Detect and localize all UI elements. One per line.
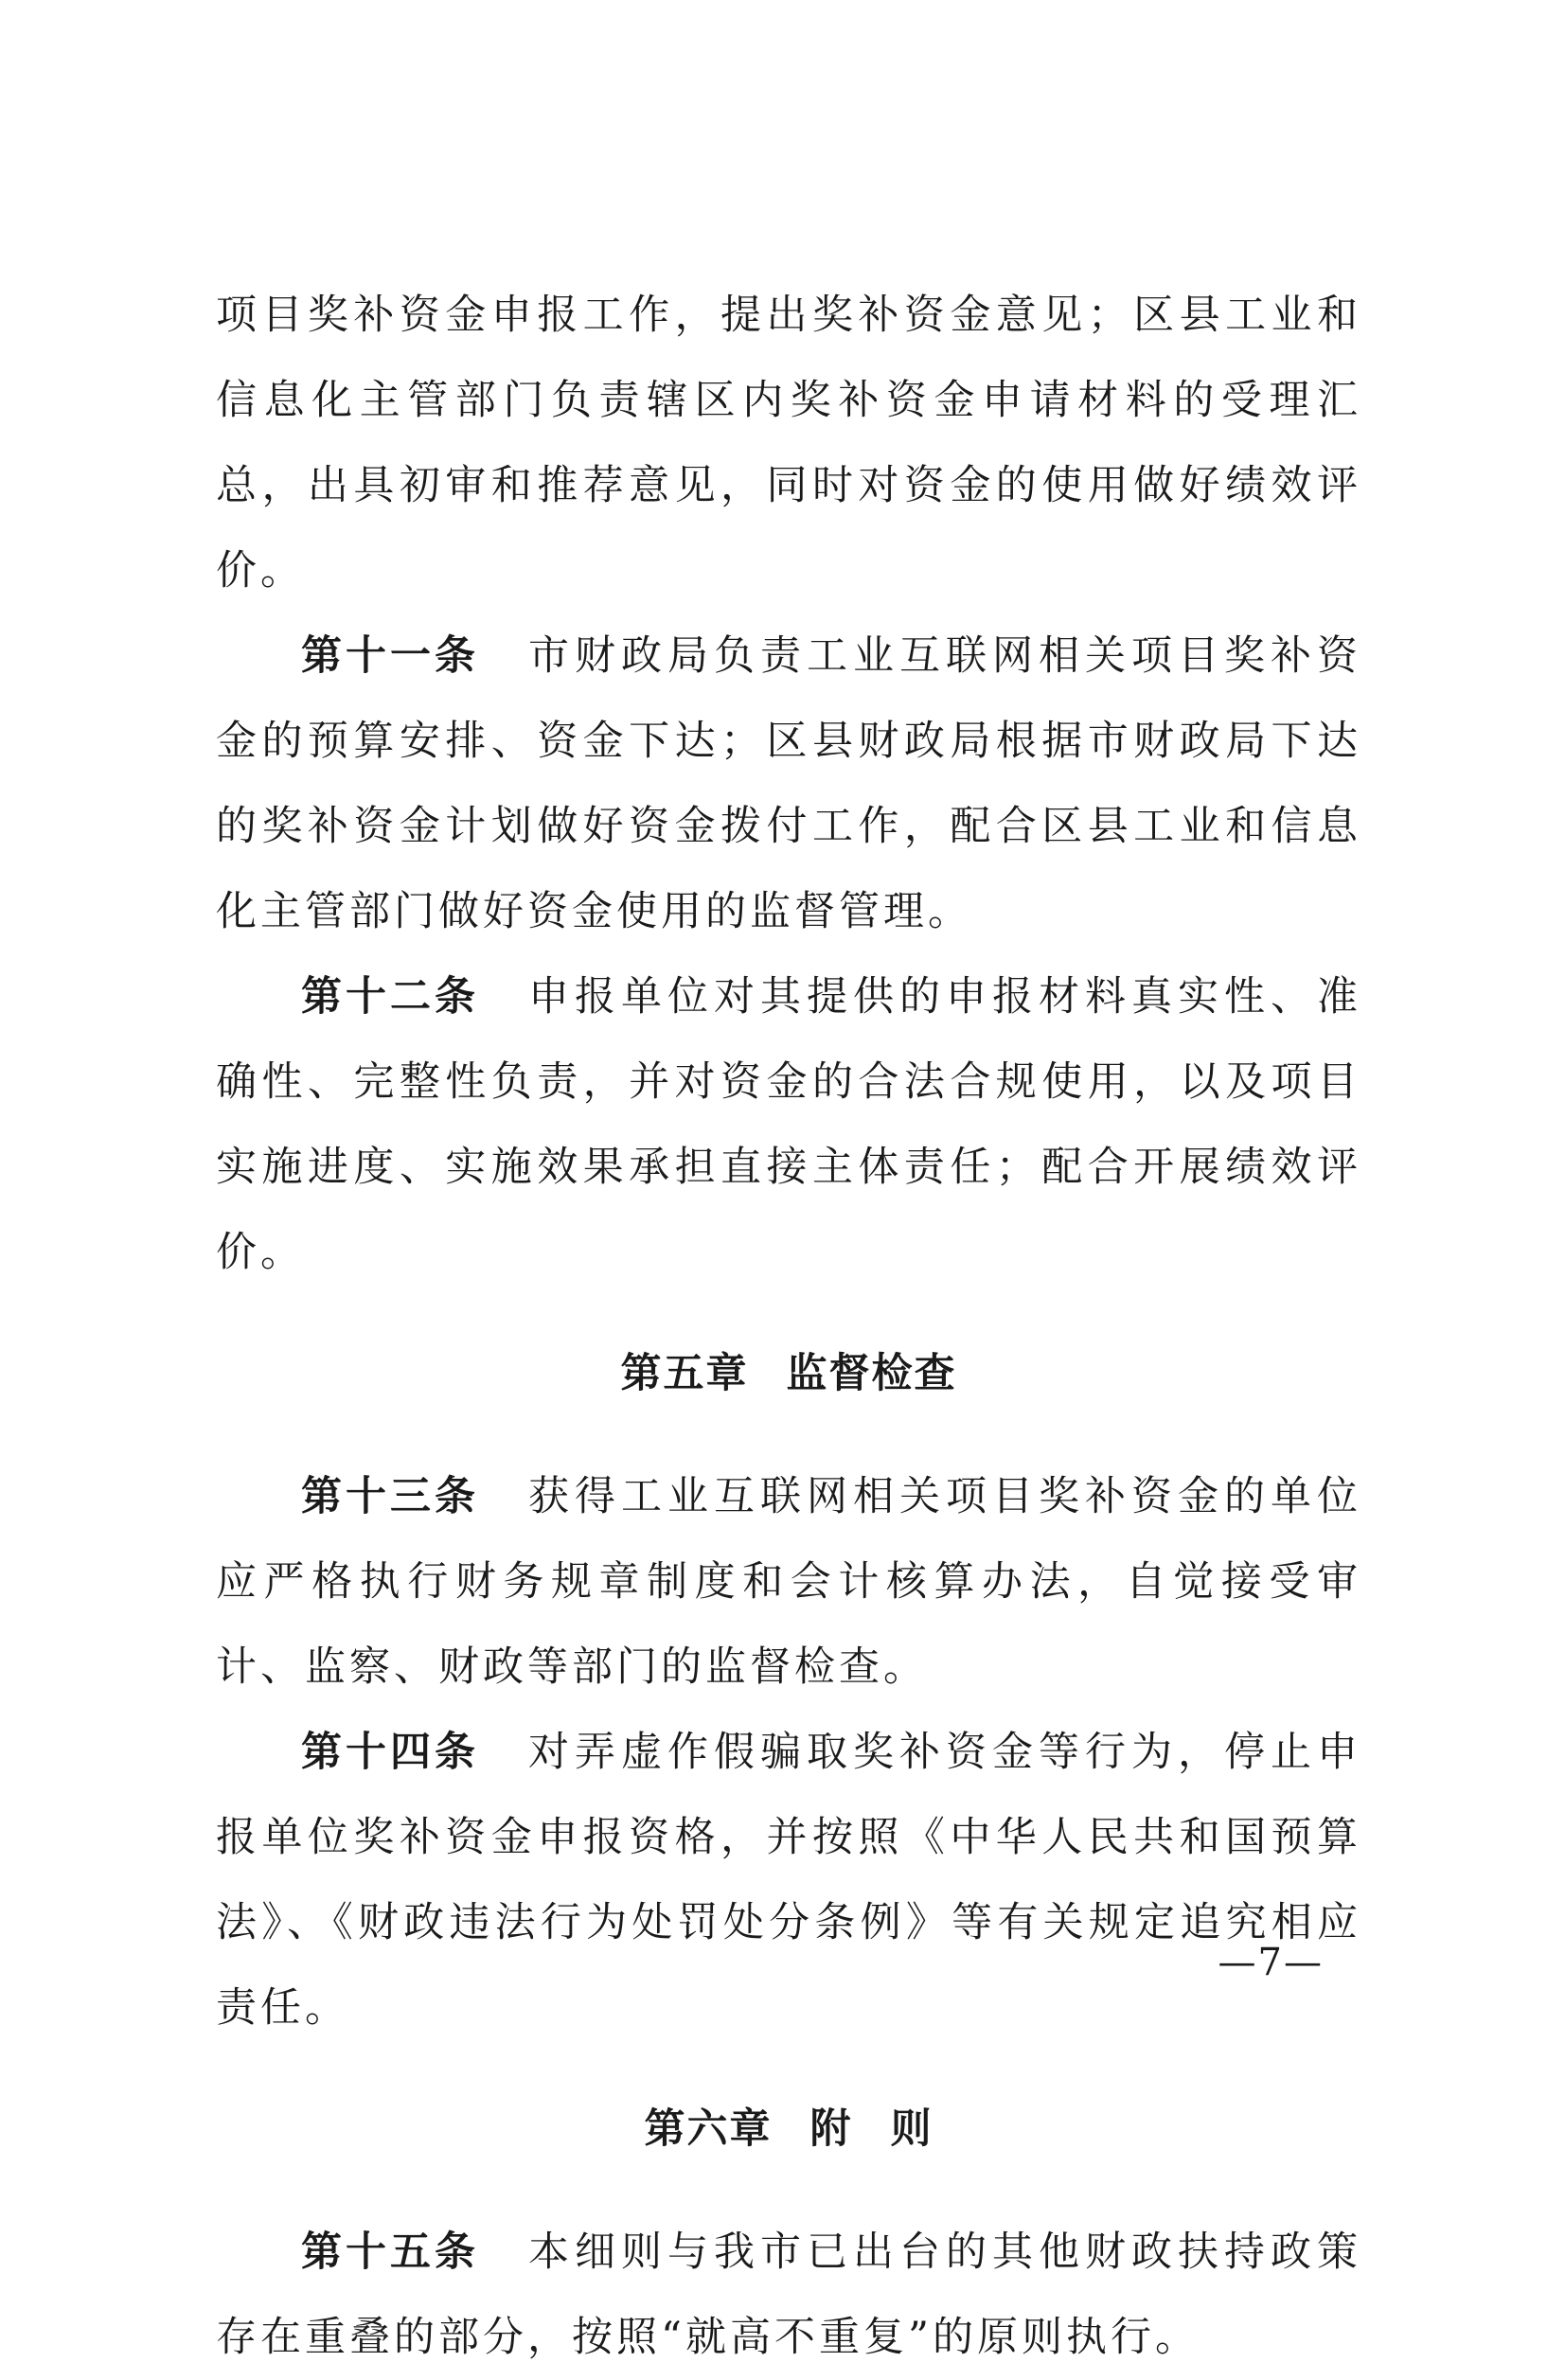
document-body bbox=[216, 273, 1361, 2380]
article-11-label: 第十一条 bbox=[301, 632, 479, 680]
article-11 bbox=[216, 613, 1361, 954]
chapter-6-number: 第六章 bbox=[644, 2105, 773, 2153]
article-12-text: 申报单位对其提供的申报材料真实性、准确性、完整性负责，并对资金的合法合规使用，以及项目实施进度、实施效果承担直接主体责任；配合开展绩效评价。 bbox=[216, 973, 1361, 1276]
article-15 bbox=[216, 2210, 1361, 2380]
chapter-5-number: 第五章 bbox=[620, 1350, 749, 1397]
chapter-6-heading bbox=[216, 2087, 1361, 2172]
article-13 bbox=[216, 1454, 1361, 1710]
page-number: —7— bbox=[1218, 1941, 1324, 1984]
article-11-text: 市财政局负责工业互联网相关项目奖补资金的预算安排、资金下达；区县财政局根据市财政局下达的奖补资金计划做好资金拨付工作，配合区县工业和信息化主管部门做好资金使用的监督管理。 bbox=[216, 632, 1361, 935]
article-15-label: 第十五条 bbox=[301, 2229, 479, 2276]
chapter-5-heading bbox=[216, 1331, 1361, 1416]
article-14 bbox=[216, 1710, 1361, 2051]
article-13-text: 获得工业互联网相关项目奖补资金的单位应严格执行财务规章制度和会计核算办法，自觉接受审计、监察、财政等部门的监督检查。 bbox=[216, 1473, 1361, 1691]
article-15-text: 本细则与我市已出台的其他财政扶持政策存在重叠的部分，按照“就高不重复”的原则执行。 bbox=[216, 2229, 1361, 2361]
article-14-text: 对弄虚作假骗取奖补资金等行为，停止申报单位奖补资金申报资格，并按照《中华人民共和国预算法》、《财政违法行为处罚处分条例》等有关规定追究相应责任。 bbox=[216, 1729, 1361, 2032]
chapter-5-title: 监督检查 bbox=[786, 1350, 957, 1397]
article-12-label: 第十二条 bbox=[301, 973, 479, 1021]
article-12 bbox=[216, 954, 1361, 1295]
article-14-label: 第十四条 bbox=[301, 1729, 479, 1776]
chapter-6-title-b: 则 bbox=[890, 2105, 934, 2153]
paragraph-continued: 项目奖补资金申报工作，提出奖补资金意见；区县工业和信息化主管部门负责辖区内奖补资金申请材料的受理汇总，出具初审和推荐意见，同时对资金的使用做好绩效评价。 bbox=[216, 292, 1361, 595]
chapter-6-title-a: 附 bbox=[809, 2105, 853, 2153]
article-13-label: 第十三条 bbox=[301, 1473, 479, 1520]
